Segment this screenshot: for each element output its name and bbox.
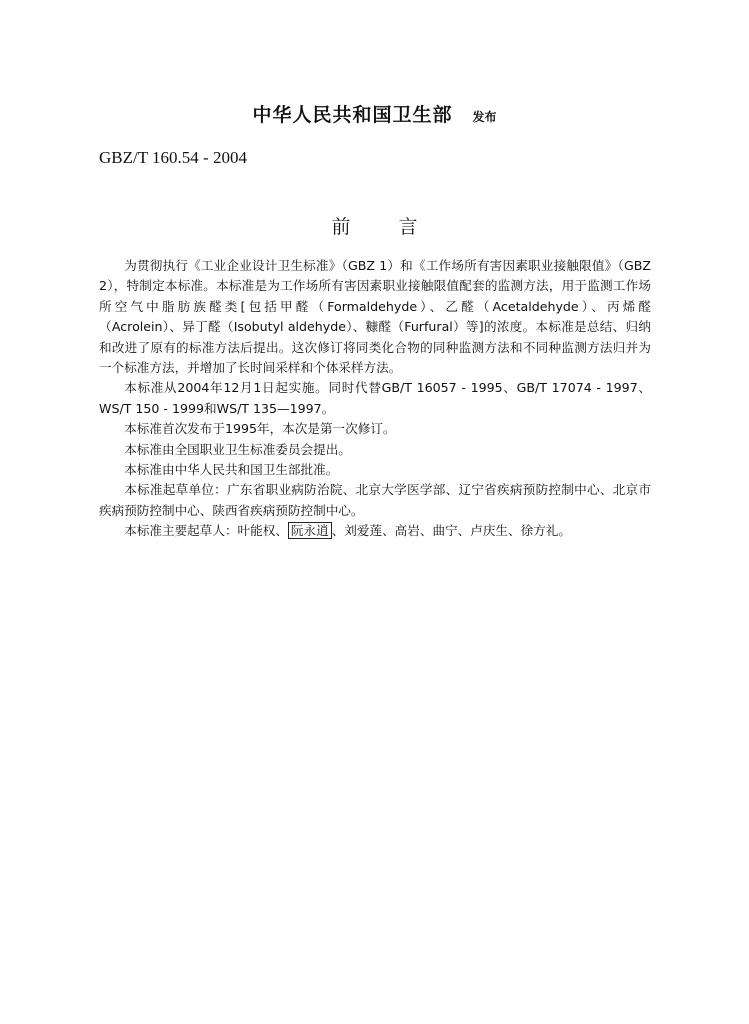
issued-label: 发布 [472,110,497,124]
foreword-paragraph-first-issue: 本标准首次发布于1995年，本次是第一次修订。 [124,421,396,437]
issuer-name: 中华人民共和国卫生部 [252,104,453,126]
drafters-prefix: 本标准主要起草人：叶能权、 [124,523,288,539]
foreword-paragraph-approved-by: 本标准由中华人民共和国卫生部批准。 [124,462,339,478]
foreword-body [99,256,651,542]
standard-code: GBZ/T 160.54 - 2004 [99,148,247,167]
foreword-paragraph-drafters [99,521,651,541]
foreword-paragraph-effective: 本标准从2004年12月1日起实施。同时代替GB/T 16057 - 1995、GB/T 17074 - 1997、WS/T 150 - 1999和WS/T 135—1997。 [99,380,651,416]
foreword-title [0,212,749,239]
foreword-title-char-1: 前 [331,216,351,238]
foreword-paragraph-drafting-units: 本标准起草单位：广东省职业病防治院、北京大学医学部、辽宁省疾病预防控制中心、北京市疾病预防控制中心、陕西省疾病预防控制中心。 [99,482,651,518]
foreword-paragraph-proposed-by: 本标准由全国职业卫生标准委员会提出。 [124,441,351,457]
highlighted-drafter-name: 阮永逍 [288,522,332,539]
issuer-line [0,100,749,127]
drafters-suffix: 、刘爱莲、高岩、曲宁、卢庆生、徐方礼。 [331,523,571,539]
foreword-paragraph-purpose: 为贯彻执行《工业企业设计卫生标准》（GBZ 1）和《工作场所有害因素职业接触限值》（GBZ 2），特制定本标准。本标准是为工作场所有害因素职业接触限值配套的监测方法，用于监测工作场所空气中脂肪族醛类[包括甲醛（Formaldehyde）、乙醛（Acetaldehyde）、丙烯醛（Acrolein）、异丁醛（Isobutyl aldehyde）、糠醛（Furfural）等]的浓度。本标准是总结、归纳和改进了原有的标准方法后提出。这次修订将同类化合物的同种监测方法和不同种监测方法归并为一个标准方法，并增加了长时间采样和个体采样方法。 [99,258,651,376]
foreword-title-char-2: 言 [398,216,418,238]
